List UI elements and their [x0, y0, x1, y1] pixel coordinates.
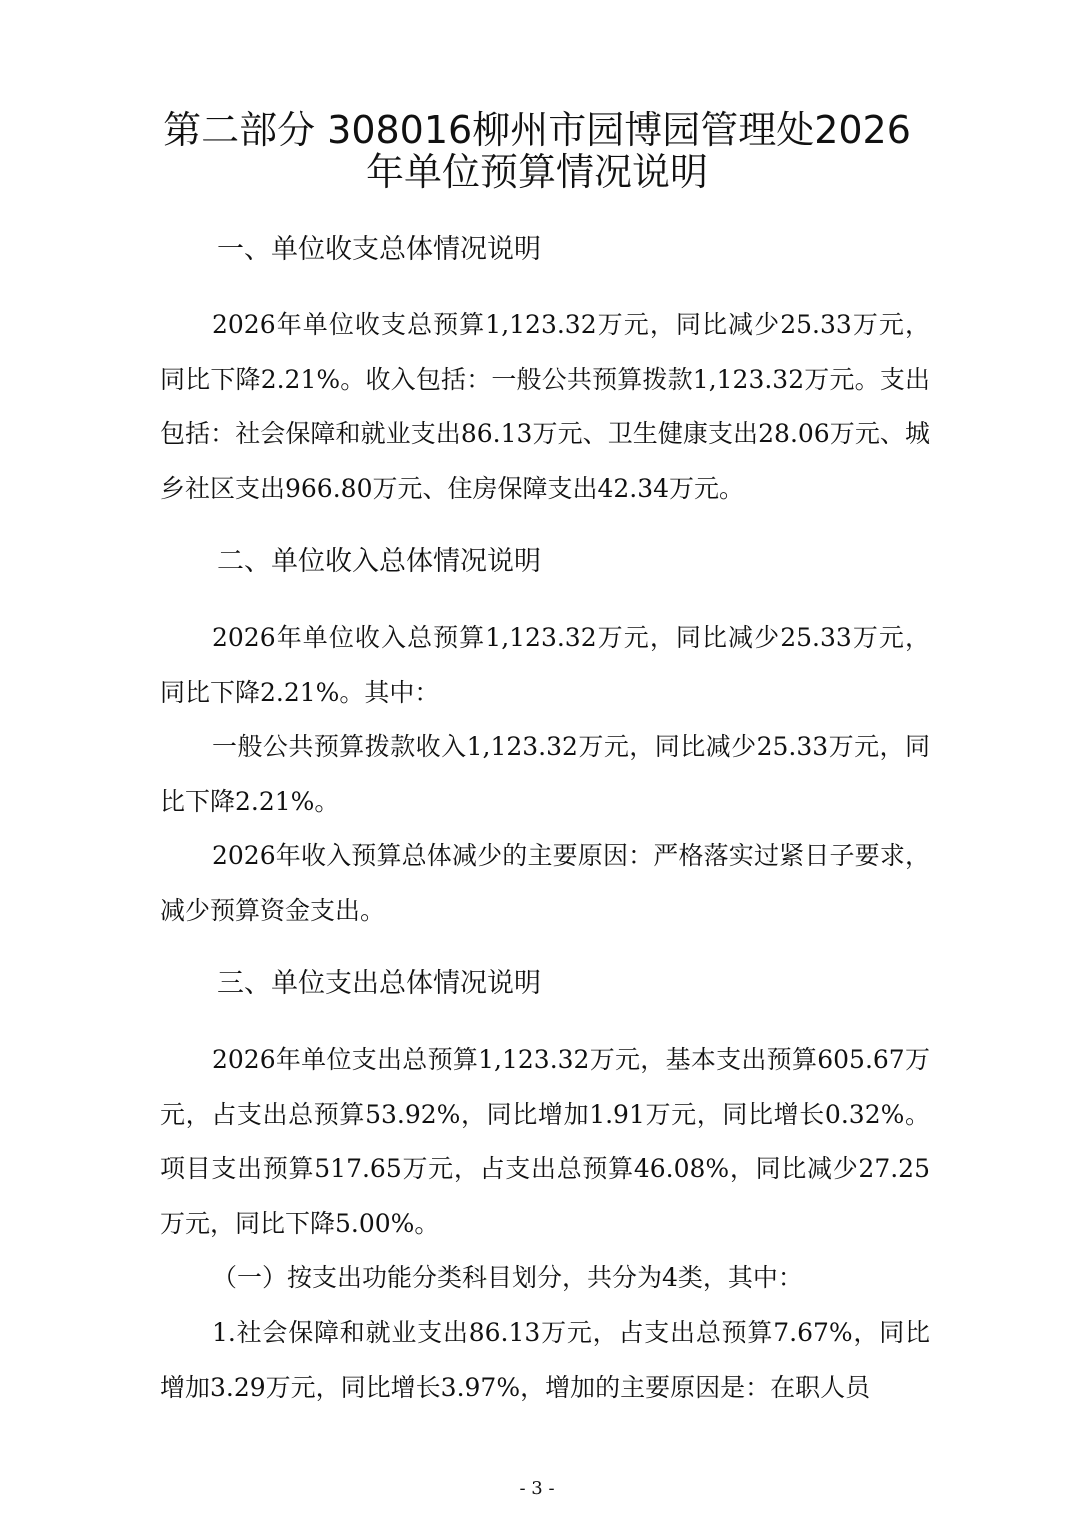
section-3-heading: 三、单位支出总体情况说明 — [217, 968, 541, 999]
document-title-line2: 年单位预算情况说明 — [365, 150, 708, 194]
section-2-paragraph-3: 2026年收入预算总体减少的主要原因：严格落实过紧日子要求，减少预算资金支出。 — [160, 841, 930, 925]
section-2-paragraph-1: 2026年单位收入总预算1,123.32万元，同比减少25.33万元，同比下降2.21%。其中： — [160, 623, 930, 707]
section-1-paragraph-1: 2026年单位收支总预算1,123.32万元，同比减少25.33万元，同比下降2.21%。收入包括：一般公共预算拨款1,123.32万元。支出包括：社会保障和就业支出86.13万元、卫生健康支出28.06万元、城乡社区支出966.80万元、住房保障支出42.34万元。 — [160, 310, 930, 503]
page-number: - 3 - — [519, 1478, 555, 1499]
section-2-heading: 二、单位收入总体情况说明 — [217, 546, 541, 577]
section-3-paragraph-1: 2026年单位支出总预算1,123.32万元，基本支出预算605.67万元，占支出总预算53.92%，同比增加1.91万元，同比增长0.32%。项目支出预算517.65万元，占支出总预算46.08%，同比减少27.25万元，同比下降5.00%。 — [160, 1045, 930, 1238]
document-title-line1: 第二部分 308016柳州市园博园管理处2026 — [163, 108, 911, 152]
section-3-paragraph-3: 1.社会保障和就业支出86.13万元，占支出总预算7.67%，同比增加3.29万元，同比增长3.97%，增加的主要原因是：在职人员 — [160, 1318, 930, 1402]
section-2-paragraph-2: 一般公共预算拨款收入1,123.32万元，同比减少25.33万元，同比下降2.21%。 — [160, 732, 930, 816]
section-1-heading: 一、单位收支总体情况说明 — [217, 234, 541, 265]
section-3-paragraph-2: （一）按支出功能分类科目划分，共分为4类，其中： — [212, 1263, 803, 1292]
